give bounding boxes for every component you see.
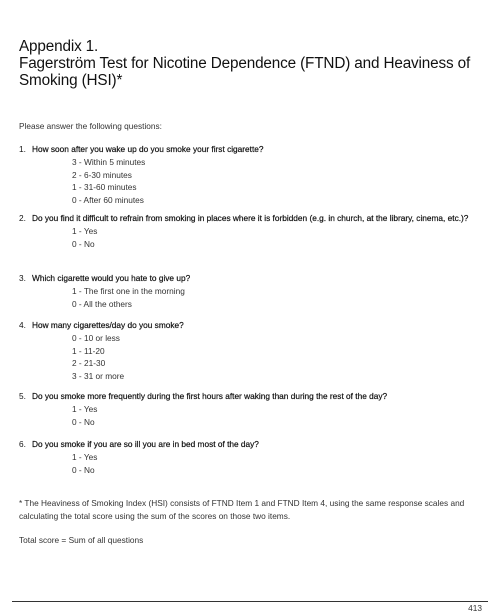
answer-option: 1 - Yes (72, 404, 98, 414)
hsi-footnote: * The Heaviness of Smoking Index (HSI) consists of FTND Item 1 and FTND Item 4, using the same response scales and calculating the total score using the sum of the scores on those two items. (19, 498, 465, 521)
total-score-note: Total score = Sum of all questions (19, 535, 144, 545)
answer-options (72, 156, 489, 206)
page-title (19, 38, 489, 89)
footer-divider (12, 601, 488, 602)
question-text: Do you find it difficult to refrain from smoking in places where it is forbidden (e.g. in church, at the library, cinema, etc.)? (32, 213, 469, 223)
answer-option: 0 - No (72, 416, 95, 427)
answer-option: 0 - All the others (72, 298, 132, 309)
question-text: How soon after you wake up do you smoke your first cigarette? (32, 144, 264, 154)
question-3 (19, 272, 489, 310)
answer-option: 1 - The first one in the morning (72, 286, 185, 296)
answer-option: 1 - Yes (72, 226, 98, 236)
answer-option: 2 - 6-30 minutes (72, 169, 132, 180)
page-number: 413 (468, 603, 482, 613)
answer-options (72, 403, 489, 428)
question-number: 5. (19, 391, 26, 401)
title-line-test-name: Fagerström Test for Nicotine Dependence (FTND) and Heaviness of Smoking (HSI)* (19, 55, 471, 89)
question-number: 4. (19, 320, 26, 330)
answer-option: 1 - Yes (72, 452, 98, 462)
title-line-appendix: Appendix 1. (19, 38, 99, 55)
question-5 (19, 390, 489, 428)
answer-option: 1 - 11-20 (72, 345, 105, 356)
answer-options (72, 451, 489, 476)
answer-options (72, 225, 489, 250)
answer-option: 0 - 10 or less (72, 333, 120, 343)
question-text: Do you smoke if you are so ill you are in bed most of the day? (32, 439, 259, 449)
question-text: How many cigarettes/day do you smoke? (32, 320, 184, 330)
answer-options (72, 285, 489, 310)
answer-option: 2 - 21-30 (72, 358, 106, 368)
question-text: Which cigarette would you hate to give up? (32, 273, 191, 283)
answer-option: 0 - After 60 minutes (72, 194, 144, 205)
question-number: 2. (19, 213, 26, 223)
question-6 (19, 438, 489, 476)
answer-options (72, 332, 489, 382)
answer-option: 1 - 31-60 minutes (72, 182, 137, 192)
answer-option: 3 - Within 5 minutes (72, 157, 146, 167)
question-number: 6. (19, 439, 26, 449)
question-4 (19, 319, 489, 382)
question-text: Do you smoke more frequently during the first hours after waking than during the rest of the day? (32, 391, 388, 401)
question-number: 1. (19, 144, 26, 154)
intro-text: Please answer the following questions: (19, 121, 162, 131)
answer-option: 0 - No (72, 464, 95, 475)
question-2 (19, 212, 489, 250)
answer-option: 3 - 31 or more (72, 370, 125, 381)
question-1 (19, 143, 489, 206)
answer-option: 0 - No (72, 238, 95, 249)
question-number: 3. (19, 273, 26, 283)
